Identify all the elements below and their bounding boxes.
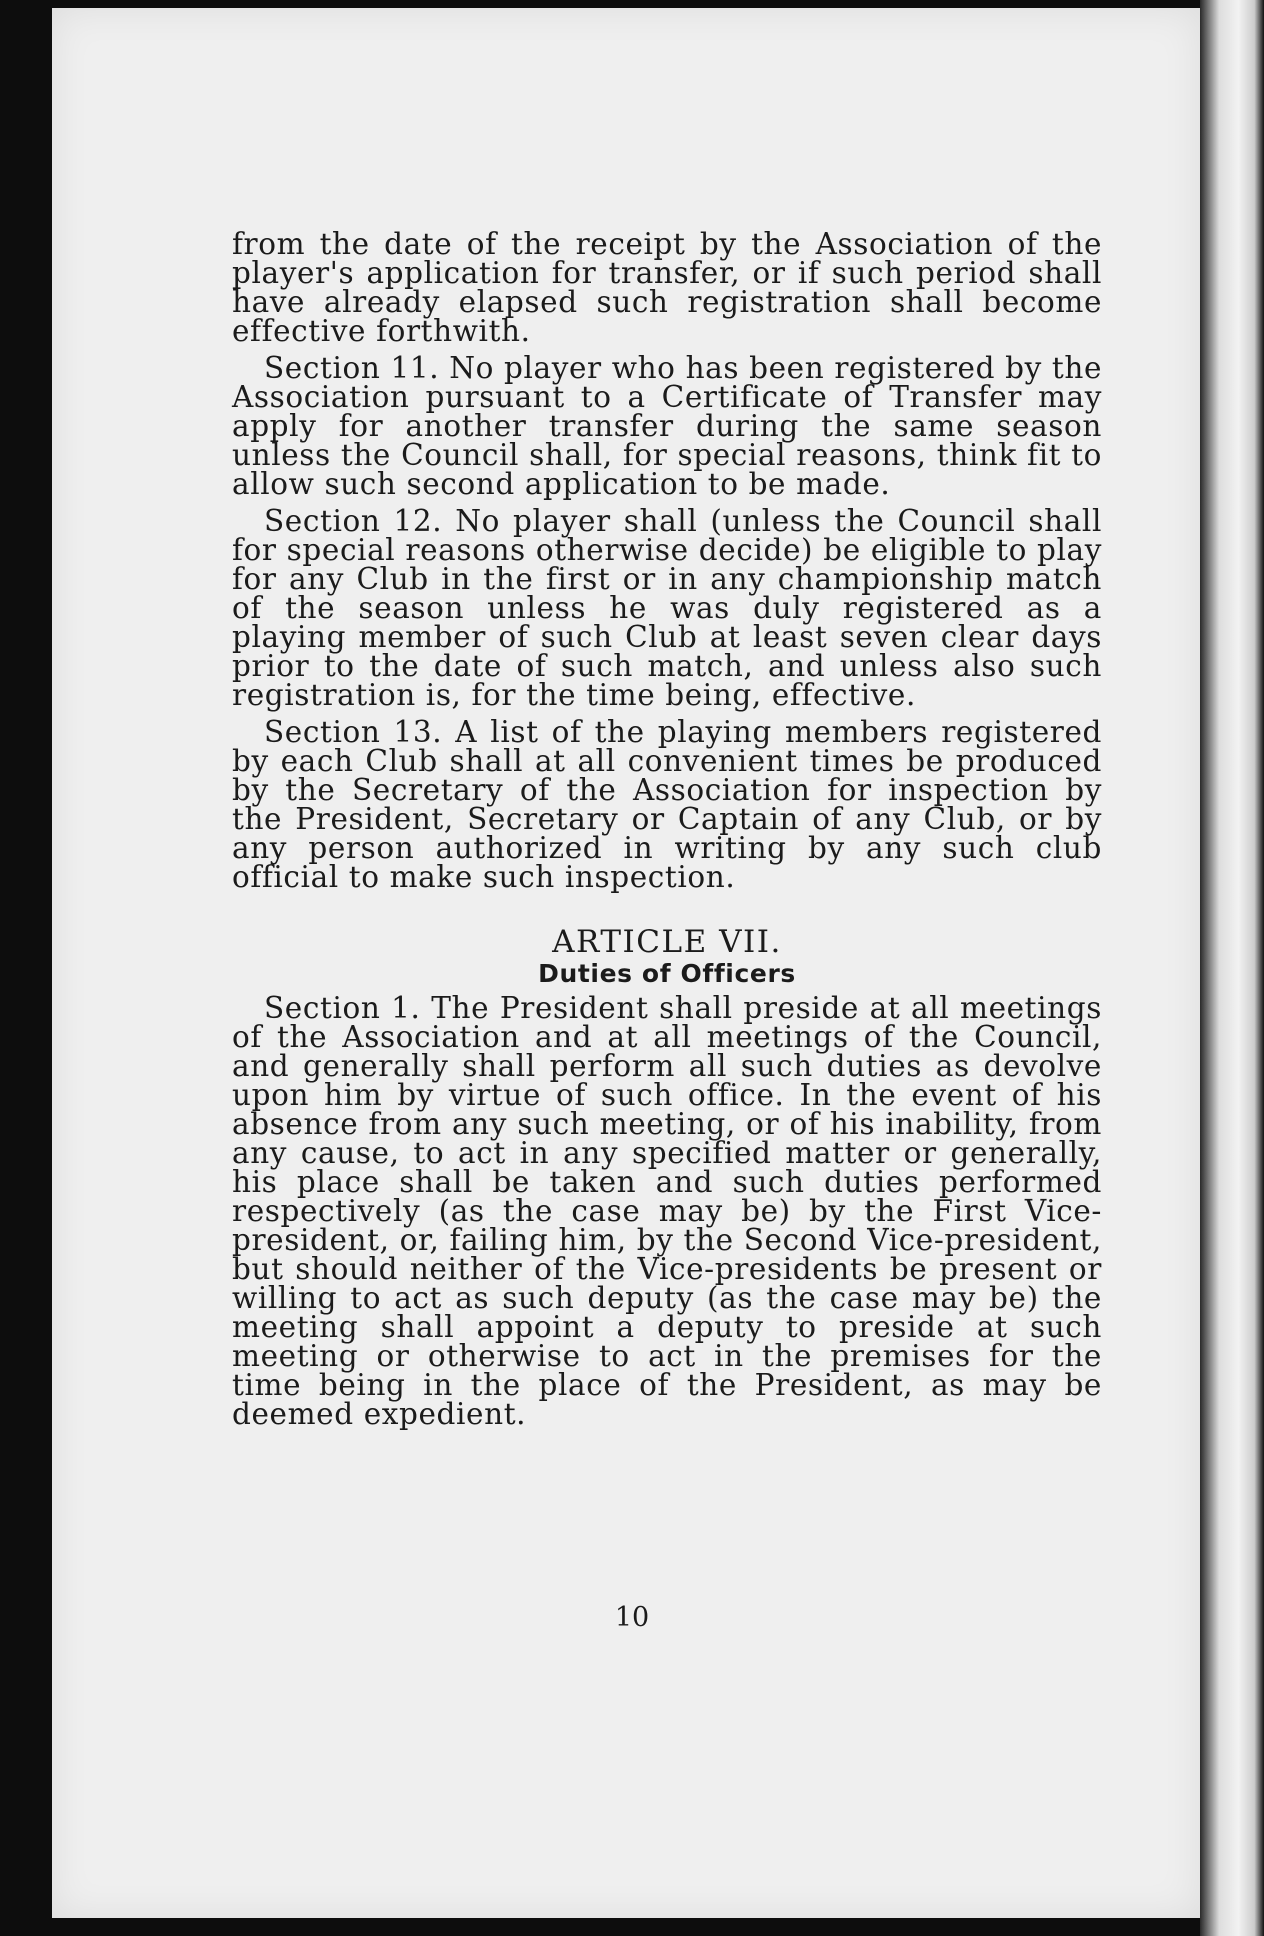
page-text <box>232 227 1102 1437</box>
paragraph-section-12: Section 12. No player shall (unless the Council shall for special reasons otherwise decide) be eligible to play for any Club in the first or in any championship match of the season unless he was duly registered as a playing member of such Club at least seven clear days prior to the date of such match, and unless also such registration is, for the time being, effective. <box>232 504 1102 712</box>
page-number: 10 <box>614 1602 650 1633</box>
article-subtitle: Duties of Officers <box>538 959 796 988</box>
paragraph-article-section-1: Section 1. The President shall preside at all meetings of the Association and at all meetings of the Council, and generally shall perform all such duties as devolve upon him by virtue of such office. In the event of his absence from any such meeting, or of his inability, from any cause, to act in any specified matter or generally, his place shall be taken and such duties performed respectively (as the case may be) by the First Vice-president, or, failing him, by the Second Vice-president, but should neither of the Vice-presidents be present or willing to act as such deputy (as the case may be) the meeting shall appoint a deputy to preside at such meeting or otherwise to act in the premises for the time being in the place of the President, as may be deemed expedient. <box>232 991 1102 1431</box>
paragraph-section-13: Section 13. A list of the playing members registered by each Club shall at all convenient times be produced by the Secretary of the Association for inspection by the President, Secretary or Captain of any Club, or by any person authorized in writing by any such club official to make such inspection. <box>232 715 1102 894</box>
paragraph-section-11: Section 11. No player who has been registered by the Association pursuant to a Certificate of Transfer may apply for another transfer during the same season unless the Council shall, for special reasons, think fit to allow such second application to be made. <box>232 351 1102 501</box>
adjacent-page-edge <box>1200 0 1264 1936</box>
article-title: ARTICLE VII. <box>552 924 782 960</box>
paragraph-continuation: from the date of the receipt by the Association of the player's application for transfer, or if such period shall have already elapsed such registration shall become effective forthwith. <box>232 227 1102 348</box>
